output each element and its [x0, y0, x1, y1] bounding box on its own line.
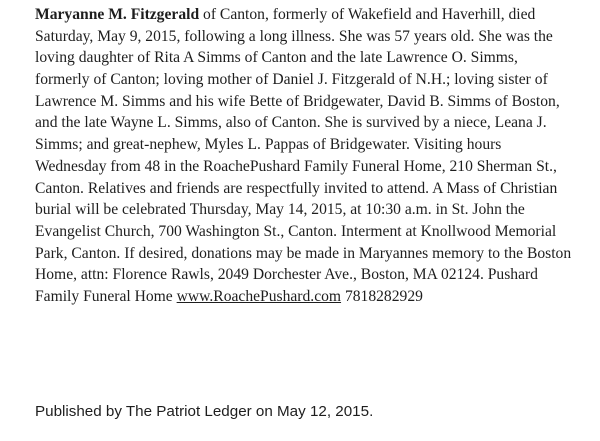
obituary-line: and the late Wayne L. Simms, also of Canton. She is survived by a niece, Leana J. — [35, 114, 547, 132]
funeral-home-prefix: Family Funeral Home — [35, 287, 177, 305]
obituary-line: Saturday, May 9, 2015, following a long illness. She was 57 years old. She was the — [35, 27, 553, 45]
funeral-home-phone: 7818282929 — [341, 287, 423, 305]
funeral-home-website-link[interactable]: www.RoachePushard.com — [176, 287, 342, 305]
obituary-line: burial will be celebrated Thursday, May 14, 2015, at 10:30 a.m. in St. John the — [35, 201, 525, 219]
obituary-line: Lawrence M. Simms and his wife Bette of Bridgewater, David B. Simms of Boston, — [35, 92, 560, 110]
obituary-last-line — [35, 286, 583, 308]
publisher-note: Published by The Patriot Ledger on May 12, 2015. — [35, 403, 374, 420]
obituary-line: Canton. Relatives and friends are respectfully invited to attend. A Mass of Christian — [35, 179, 558, 197]
obituary-line: Wednesday from 48 in the RoachePushard Family Funeral Home, 210 Sherman St., — [35, 157, 557, 175]
obituary-line: Home, attn: Florence Rawls, 2049 Dorchester Ave., Boston, MA 02124. Pushard — [35, 266, 538, 284]
obituary-line-1-text: of Canton, formerly of Wakefield and Haverhill, died — [199, 6, 536, 23]
obituary-line-1 — [35, 4, 583, 26]
obituary-line: loving daughter of Rita A Simms of Canton and the late Lawrence O. Simms, — [35, 49, 518, 67]
obituary-line: Evangelist Church, 700 Washington St., Canton. Interment at Knollwood Memorial — [35, 222, 557, 240]
obituary-line: formerly of Canton; loving mother of Daniel J. Fitzgerald of N.H.; loving sister of — [35, 71, 548, 89]
obituary-line: Park, Canton. If desired, donations may be made in Maryannes memory to the Boston — [35, 244, 572, 262]
deceased-name: Maryanne M. Fitzgerald — [35, 6, 200, 23]
obituary-line: Simms; and great-nephew, Myles L. Pappas of Bridgewater. Visiting hours — [35, 136, 502, 154]
obituary-text — [35, 4, 583, 308]
